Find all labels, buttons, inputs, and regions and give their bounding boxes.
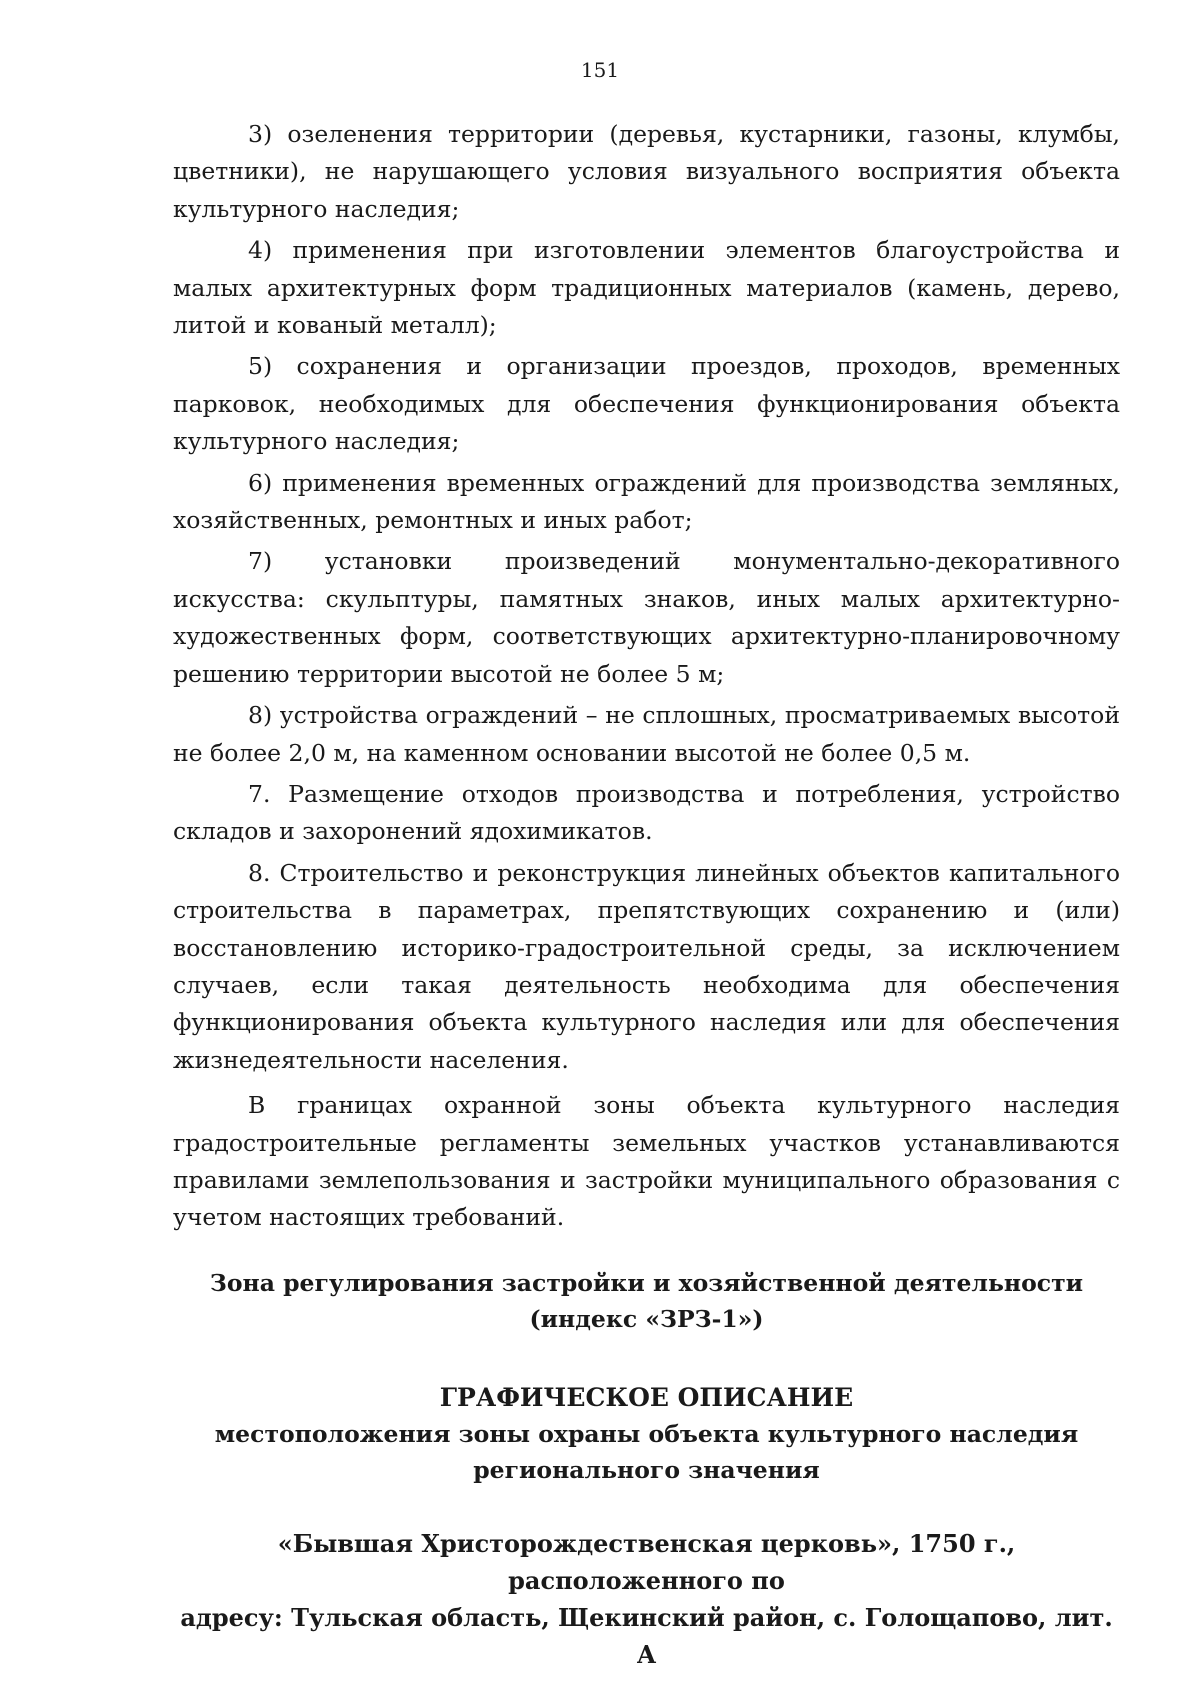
object-title-line1: «Бывшая Христорождественская церковь», 1750 г., расположенного по [277, 1529, 1016, 1595]
object-title-line2: адресу: Тульская область, Щекинский район, с. Голощапово, лит. А [180, 1603, 1113, 1669]
paragraph-item-5: 5) сохранения и организации проездов, проходов, временных парковок, необходимых для обеспечения функционирования объекта культурного наследия; [173, 352, 1120, 456]
paragraph-item-4: 4) применения при изготовлении элементов благоустройства и малых архитектурных форм традиционных материалов (камень, дерево, литой и кованый металл); [173, 236, 1120, 340]
paragraph-item-8: 8) устройства ограждений – не сплошных, просматриваемых высотой не более 2,0 м, на каменном основании высотой не более 0,5 м. [173, 701, 1120, 767]
paragraph-boundaries: В границах охранной зоны объекта культурного наследия градостроительные регламенты земельных участков устанавливаются правилами землепользования и застройки муниципального образования с учетом настоящих требований. [173, 1091, 1120, 1232]
document-body [173, 116, 1120, 1237]
paragraph-clause-8: 8. Строительство и реконструкция линейных объектов капитального строительства в параметрах, препятствующих сохранению и (или) восстановлению историко-градостроительной среды, за исключением случаев, если такая деятельность необходима для обеспечения функционирования объекта культурного наследия или для обеспечения жизнедеятельности населения. [173, 858, 1120, 1074]
zone-title-line1: Зона регулирования застройки и хозяйственной деятельности [209, 1269, 1084, 1297]
location-subtitle-line2: регионального значения [473, 1456, 820, 1484]
paragraph-clause-7: 7. Размещение отходов производства и потребления, устройство складов и захоронений ядохимикатов. [173, 779, 1120, 846]
zone-title-line2: (индекс «ЗРЗ-1») [529, 1305, 764, 1333]
page-number: 151 [580, 58, 620, 82]
location-subtitle-line1: местоположения зоны охраны объекта культурного наследия [214, 1420, 1079, 1448]
graphic-description-title: ГРАФИЧЕСКОЕ ОПИСАНИЕ [439, 1383, 854, 1412]
paragraph-item-7: 7) установки произведений монументально-декоративного искусства: скульптуры, памятных знаков, иных малых архитектурно-художественных форм, соответствующих архитектурно-планировочному решению территории высотой не более 5 м; [173, 547, 1120, 688]
paragraph-item-3: 3) озеленения территории (деревья, кустарники, газоны, клумбы, цветники), не нарушающего условия визуального восприятия объекта культурного наследия; [173, 120, 1120, 223]
section-headings [173, 1265, 1120, 1673]
paragraph-item-6: 6) применения временных ограждений для производства земляных, хозяйственных, ремонтных и иных работ; [173, 468, 1120, 535]
